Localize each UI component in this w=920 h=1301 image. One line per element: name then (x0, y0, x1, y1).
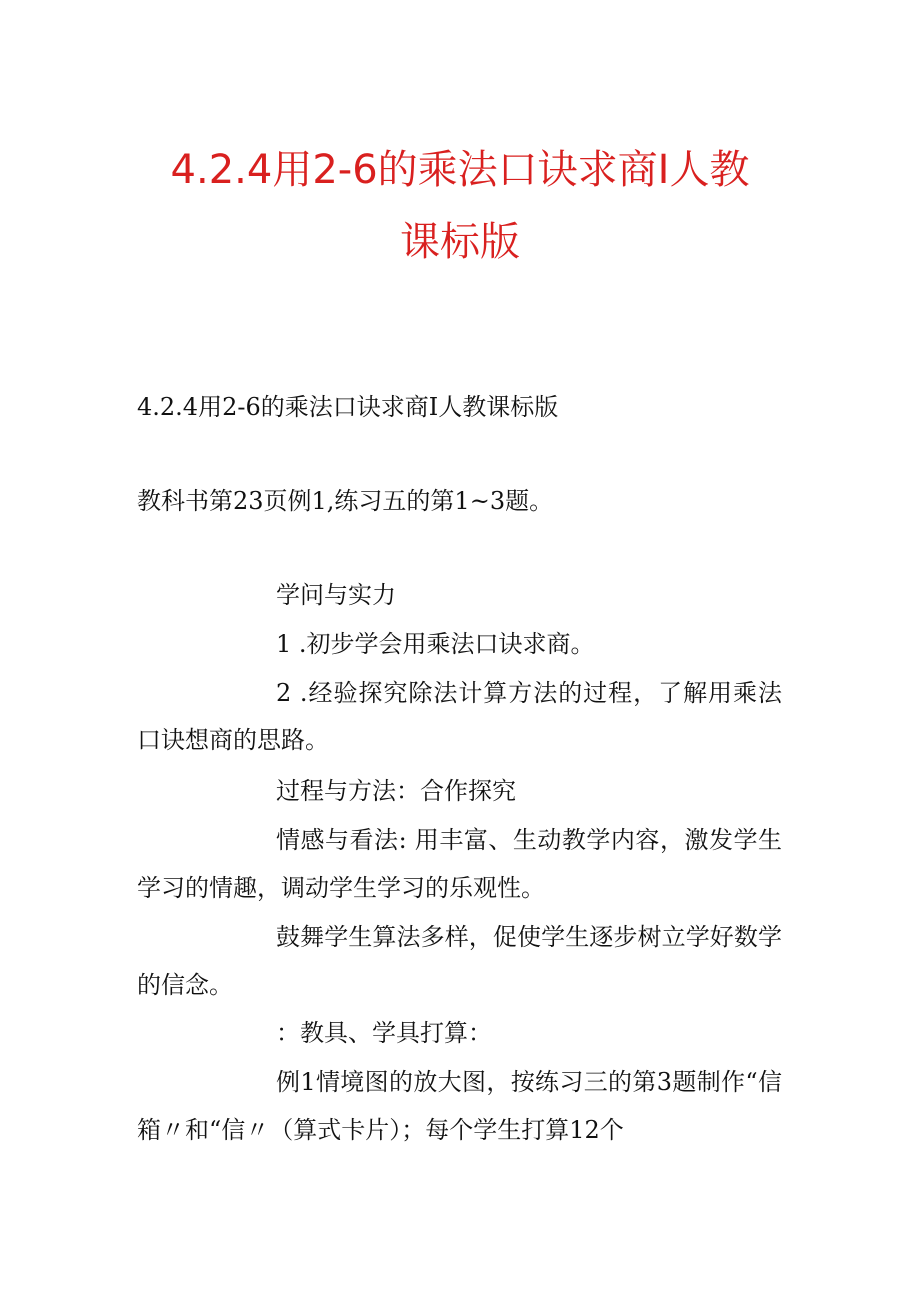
process-method-line: 过程与方法：合作探究 (276, 777, 516, 805)
textbook-reference: 教科书第23页例1,练习五的第1~3题。 (137, 487, 554, 515)
emotion-attitude-line-2: 学习的情趣，调动学生学习的乐观性。 (137, 874, 545, 902)
section-heading-knowledge: 学问与实力 (276, 581, 396, 609)
objective-item-2-line-1: 2 .经验探究除法计算方法的过程，了解用乘法 (276, 679, 782, 707)
document-title-line-1: 4.2.4用2-6的乘法口诀求商I人教 (170, 147, 750, 193)
encourage-paragraph-line-1: 鼓舞学生算法多样，促使学生逐步树立学好数学 (276, 923, 782, 951)
teaching-aids-line-2: 箱〃和“信〃（算式卡片）；每个学生打算12个 (137, 1116, 624, 1144)
document-subtitle: 4.2.4用2-6的乘法口诀求商I人教课标版 (137, 393, 559, 421)
teaching-aids-heading: ：教具、学具打算： (276, 1019, 492, 1047)
encourage-paragraph-line-2: 的信念。 (137, 971, 233, 999)
objective-item-1: 1 .初步学会用乘法口诀求商。 (276, 630, 595, 658)
emotion-attitude-line-1: 情感与看法: 用丰富、生动教学内容，激发学生 (276, 826, 782, 854)
teaching-aids-line-1: 例1情境图的放大图，按练习三的第3题制作“信 (276, 1068, 782, 1096)
objective-item-2-line-2: 口诀想商的思路。 (137, 726, 329, 754)
document-title-line-2: 课标版 (400, 219, 520, 265)
